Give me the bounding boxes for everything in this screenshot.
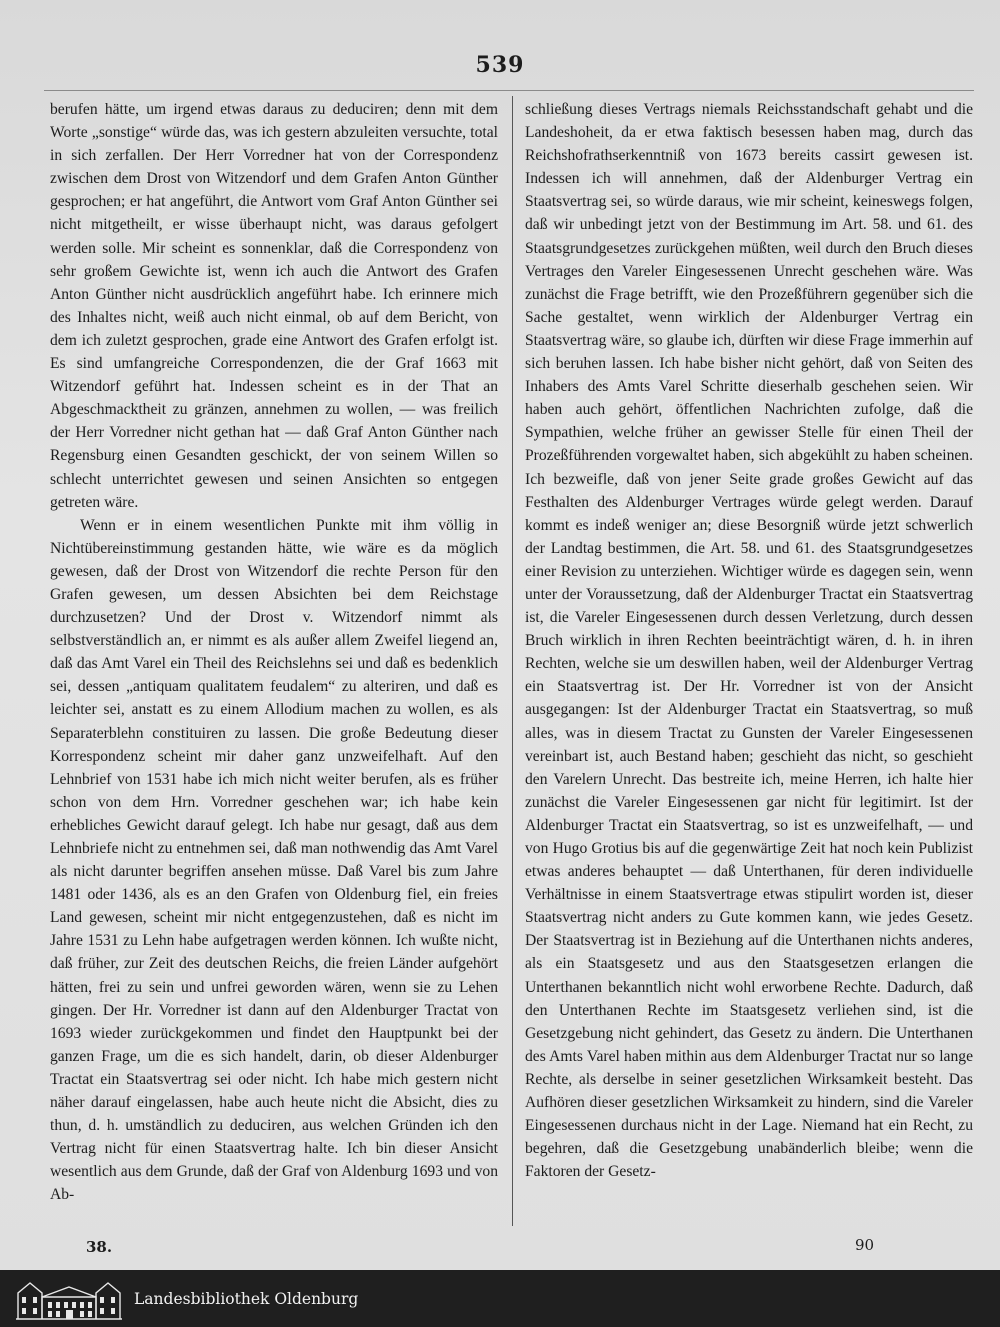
footer-bar (0, 1270, 1000, 1327)
signature-mark-right: 90 (855, 1236, 875, 1254)
left-paragraph-1: berufen hätte, um irgend etwas daraus zu deduciren; denn mit dem Worte „sonstige“ würde das, was ich gestern abzuleiten versuchte, total in sich zerfallen. Der Herr Vorredner hat von der Correspondenz zwischen dem Drost von Witzendorf und dem Grafen Anton Günther gesprochen; er hat angeführt, die Antwort vom Graf Anton Günther sei nicht mitgetheilt, er wisse überhaupt nicht, was daraus gefolgert werden solle. Mir scheint es sonnenklar, daß die Correspondenz von sehr großem Gewichte ist, wenn ich auch die Antwort des Grafen Anton Günther nicht ausdrücklich angeführt habe. Ich erinnere mich des Inhaltes nicht, weiß auch nicht einmal, ob auf dem Bericht, von dem ich zuletzt gesprochen, grade eine Antwort des Grafen erfolgt ist. Es sind umfangreiche Correspondenzen, die der Graf 1663 mit Witzendorf geführt hat. Indessen scheint es in der That an Abgeschmacktheit zu gränzen, annehmen zu wollen, — was freilich der Herr Vorredner nicht gethan hat — daß Graf Anton Günther nach Regensburg einen Gesandten geschickt, der von seinem Willen so schlecht unterrichtet gewesen und seinen Ansichten so entgegen getreten wäre. (50, 101, 498, 511)
header-rule (44, 90, 974, 91)
right-column (525, 98, 973, 1183)
signature-mark-left: 38. (86, 1238, 113, 1256)
column-divider (512, 96, 513, 1226)
library-building-icon (14, 1275, 124, 1321)
left-column (50, 98, 498, 1207)
page-number: 539 (475, 52, 525, 78)
library-name: Landesbibliothek Oldenburg (134, 1290, 359, 1308)
left-paragraph-2: Wenn er in einem wesentlichen Punkte mit ihm völlig in Nichtübereinstimmung gestanden hätte, wie wäre es da möglich gewesen, daß der Drost von Witzendorf die rechte Person für den Grafen gewesen, um dessen Absichten bei dem Reichstage durchzusetzen? Und der Drost v. Witzendorf nimmt als selbstverständlich an, er nimmt es als außer allem Zweifel liegend an, daß das Amt Varel ein Theil des Reichslehns sei und daß es bedenklich sei, dessen „antiquam qualitatem feudalem“ zu alteriren, und daß es leichter sei, anstatt es zu einem Allodium machen zu wollen, es als Separaterblehn constituiren zu lassen. Die große Bedeutung dieser Korrespondenz scheint mir daher ganz unzweifelhaft. Auf den Lehnbrief von 1531 habe ich mich nicht weiter berufen, als es früher schon von dem Hrn. Vorredner geschehen war; ich habe kein erhebliches Gewicht darauf gelegt. Ich habe nur gesagt, daß aus dem Lehnbriefe nicht zu entnehmen sei, daß man nothwendig das Amt Varel als nicht darunter begriffen ansehen müsse. Daß Varel bis zum Jahre 1481 oder 1436, als es an den Grafen von Oldenburg fiel, ein freies Land gewesen, scheint mir nicht entgegenzustehen, daß es nicht im Jahre 1531 zu Lehn habe aufgetragen werden können. Ich wußte nicht, daß früher, zur Zeit des deutschen Reichs, die freien Länder aufgehört hätten, frei zu sein und unfrei geworden wären, wenn sie zu Lehen gingen. Der Hr. Vorredner ist dann auf den Aldenburger Tractat von 1693 wieder zurückgekommen und findet den Hauptpunkt bei der ganzen Frage, um die es sich handelt, darin, ob dieser Aldenburger Tractat ein Staatsvertrag sei oder nicht. Ich habe mich gestern nicht näher darauf eingelassen, habe auch heute nicht die Absicht, dies zu thun, d. h. umständlich zu deduciren, aus welchen Gründen ich den Vertrag nicht für einen Staatsvertrag halte. Ich bin dieser Ansicht wesentlich aus dem Grunde, daß der Graf von Aldenburg 1693 und von Ab- (50, 516, 498, 1204)
right-paragraph-1: schließung dieses Vertrags niemals Reichsstandschaft gehabt und die Landeshoheit, da er etwa faktisch besessen haben mag, durch das Reichshofrathserkenntniß von 1673 bereits cassirt gewesen ist. Indessen ich will annehmen, daß der Aldenburger Vertrag ein Staatsvertrag sei, so würde daraus, wie mir scheint, keineswegs folgen, daß wir unbedingt jetzt von der Bestimmung im Art. 58. und 61. des Staatsgrundgesetzes zurückgehen müßten, weil durch den Bruch dieses Vertrages den Vareler Eingesessenen Unrecht geschehen wäre. Was zunächst die Frage betrifft, wie den Prozeßführern gegenüber sich die Sache gestaltet, wenn wirklich der Aldenburger Vertrag ein Staatsvertrag wäre, so glaube ich, dürften wir diese Frage immerhin auf sich beruhen lassen. Ich habe bisher nicht gehört, daß von Seiten des Inhabers des Amts Varel Schritte dieserhalb geschehen seien. Wir haben auch gehört, öffentlichen Nachrichten zufolge, daß die Sympathien, welche früher an gewisser Stelle für einen Theil der Prozeßführenden vorgewaltet haben, sich abgekühlt zu haben scheinen. Ich bezweifle, daß von jener Seite grade großes Gewicht auf das Festhalten des Aldenburger Vertrages würde gelegt werden. Darauf kommt es indeß weniger an; diese Besorgniß würde jetzt schwerlich der Landtag bestimmen, die Art. 58. und 61. des Staatsgrundgesetzes einer Revision zu unterziehen. Wichtiger würde es dagegen sein, wenn unter der Voraussetzung, daß der Aldenburger Tractat ein Staatsvertrag ist, die Vareler Eingesessenen durch dessen Verletzung, durch dessen Bruch wirklich in ihren Rechten beeinträchtigt wären, d. h. in ihren Rechten, welche sie um deswillen haben, weil der Aldenburger Vertrag ein Staatsvertrag ist. Der Hr. Vorredner ist von der Ansicht ausgegangen: Ist der Aldenburger Tractat ein Staatsvertrag, so muß alles, was in diesem Tractat zu Gunsten der Vareler Eingesessenen vereinbart ist, auch Bestand haben; geschieht das nicht, so geschieht den Varelern Unrecht. Das bestreite ich, meine Herren, ich halte hier zunächst die Vareler Eingesessenen gar nicht für legitimirt. Ist der Aldenburger Tractat ein Staatsvertrag, so ist es unzweifelhaft, — und von Hugo Grotius bis auf die gegenwärtige Zeit hat noch kein Publizist etwas anderes behauptet — daß Unterthanen, für deren individuelle Verhältnisse in einem Staatsvertrage etwas stipulirt worden ist, dieser Staatsvertrag nicht anders zu Gute kommen kann, wie jedes Gesetz. Der Staatsvertrag ist in Beziehung auf die Unterthanen nichts anderes, als ein Staatsgesetz und aus den Staatsgesetzen erlangen die Unterthanen bekanntlich nicht wohl erworbene Rechte. Dadurch, daß den Unterthanen Rechte im Staatsgesetz verliehen sind, ist die Gesetzgebung nicht gehindert, das Gesetz zu ändern. Die Unterthanen des Amts Varel haben mithin aus dem Aldenburger Tractat nur so lange Rechte, als derselbe in seiner gesetzlichen Wirksamkeit besteht. Das Aufhören dieser gesetzlichen Wirksamkeit zu hindern, sind die Vareler Eingesessenen durchaus nicht in der Lage. Niemand hat ein Recht, zu begehren, daß die Gesetzgebung unabänderlich bleibe; wenn die Faktoren der Gesetz- (525, 101, 973, 1181)
